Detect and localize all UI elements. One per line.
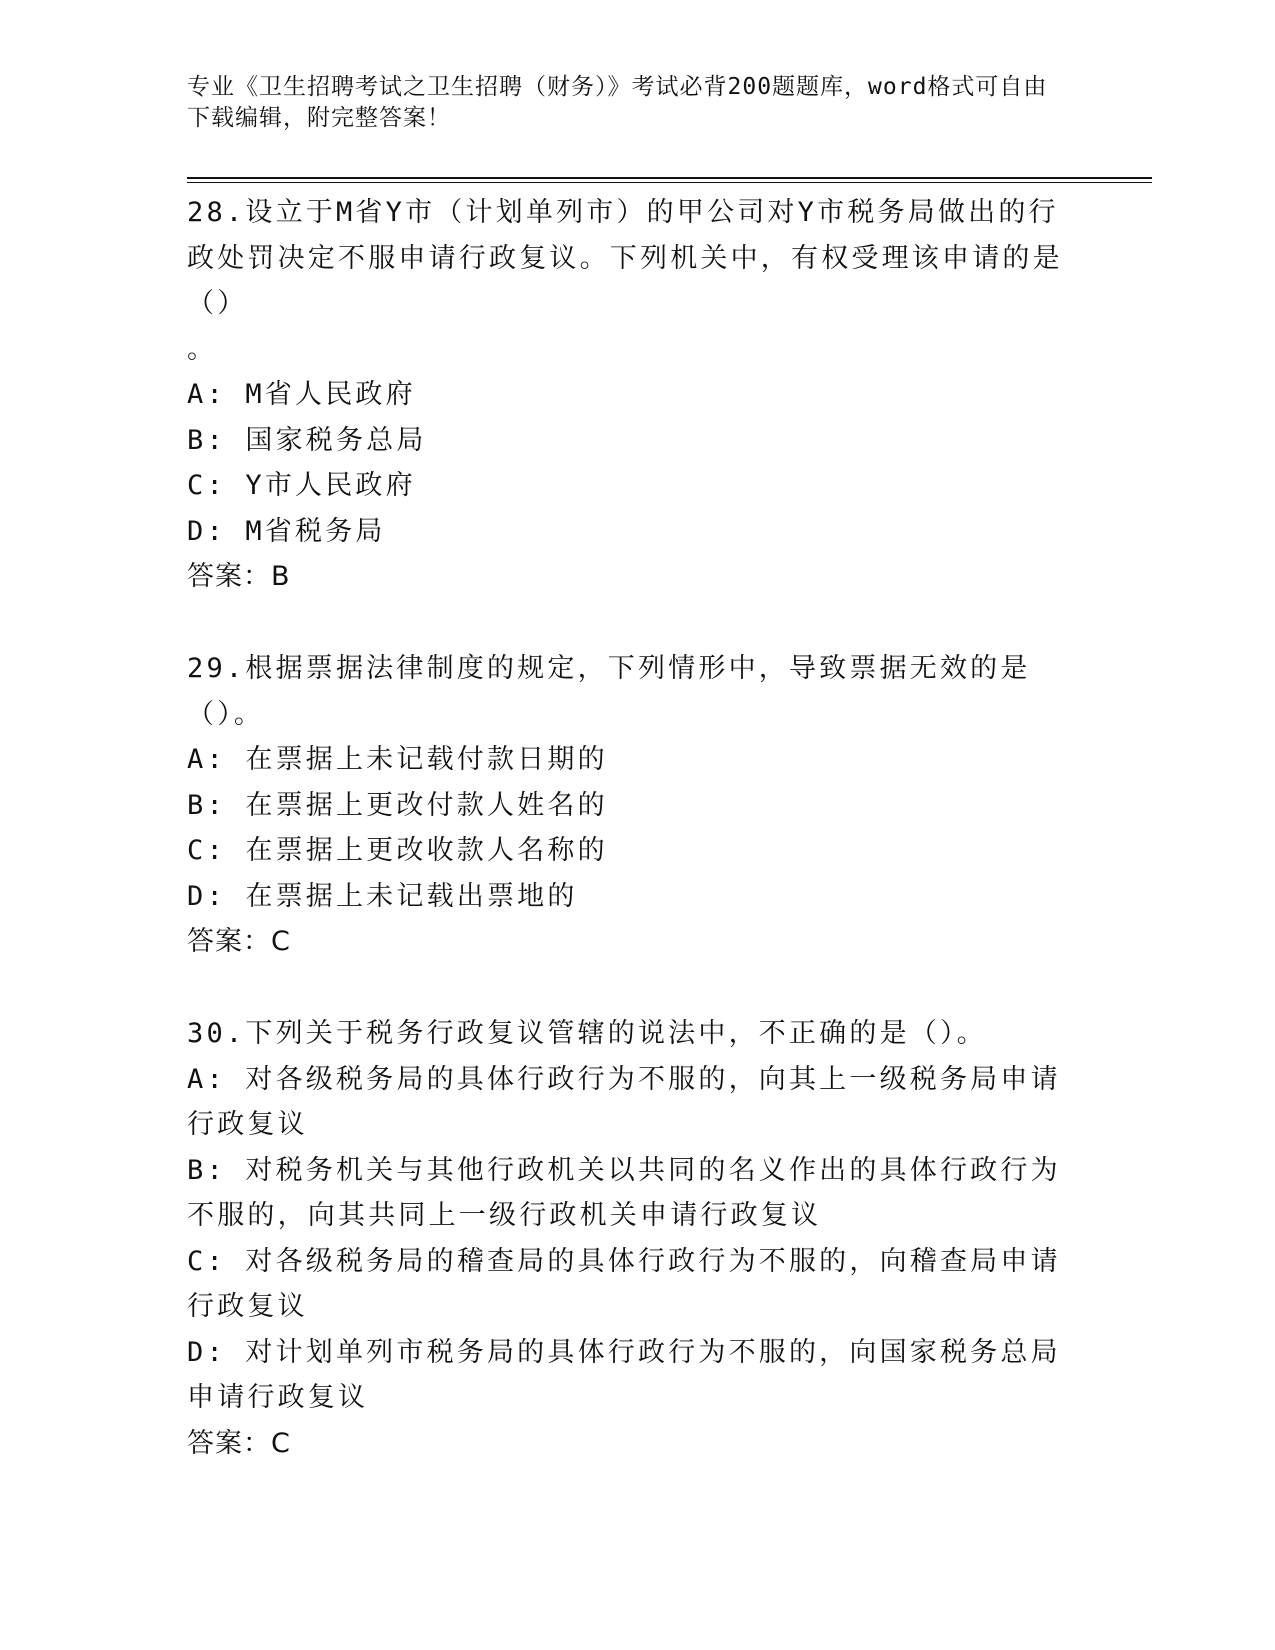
- question-text: 28.设立于M省Y市（计划单列市）的甲公司对Y市税务局做出的行政处罚决定不服申请行政复议。下列机关中，有权受理该申请的是（） 。: [187, 197, 1063, 365]
- option-d: D: 对计划单列市税务局的具体行政行为不服的，向国家税务总局申请行政复议: [187, 1336, 1061, 1413]
- answer: 答案：B: [187, 561, 291, 592]
- option-a: A: 在票据上未记载付款日期的: [187, 744, 608, 775]
- option-c: C: Y市人民政府: [187, 470, 416, 501]
- document-header: 专业《卫生招聘考试之卫生招聘（财务）》考试必背200题题库，word格式可自由下载编辑，附完整答案！: [187, 74, 1048, 131]
- question-text: 29.根据票据法律制度的规定，下列情形中，导致票据无效的是（）。: [187, 653, 1031, 730]
- option-d: D: 在票据上未记载出票地的: [187, 880, 578, 912]
- option-b: B: 对税务机关与其他行政机关以共同的名义作出的具体行政行为不服的，向其共同上一级行政机关申请行政复议: [187, 1154, 1061, 1231]
- question-30: [187, 1011, 1087, 1467]
- option-b: B: 在票据上更改付款人姓名的: [187, 789, 608, 821]
- option-d: D: M省税务局: [187, 515, 386, 547]
- question-text: 30.下列关于税务行政复议管辖的说法中，不正确的是（）。: [187, 1018, 987, 1049]
- option-a: A: M省人民政府: [187, 379, 416, 410]
- header-rule-thick: [187, 177, 1152, 179]
- question-list: [187, 190, 1087, 1513]
- option-c: C: 对各级税务局的稽查局的具体行政行为不服的，向稽查局申请行政复议: [187, 1245, 1061, 1322]
- option-b: B: 国家税务总局: [187, 424, 427, 456]
- question-29: [187, 646, 1087, 965]
- question-28: [187, 190, 1087, 600]
- option-a: A: 对各级税务局的具体行政行为不服的，向其上一级税务局申请行政复议: [187, 1063, 1061, 1140]
- answer: 答案：C: [187, 1427, 291, 1459]
- option-c: C: 在票据上更改收款人名称的: [187, 835, 608, 866]
- header-rule-thin: [187, 182, 1152, 183]
- answer: 答案：C: [187, 926, 291, 957]
